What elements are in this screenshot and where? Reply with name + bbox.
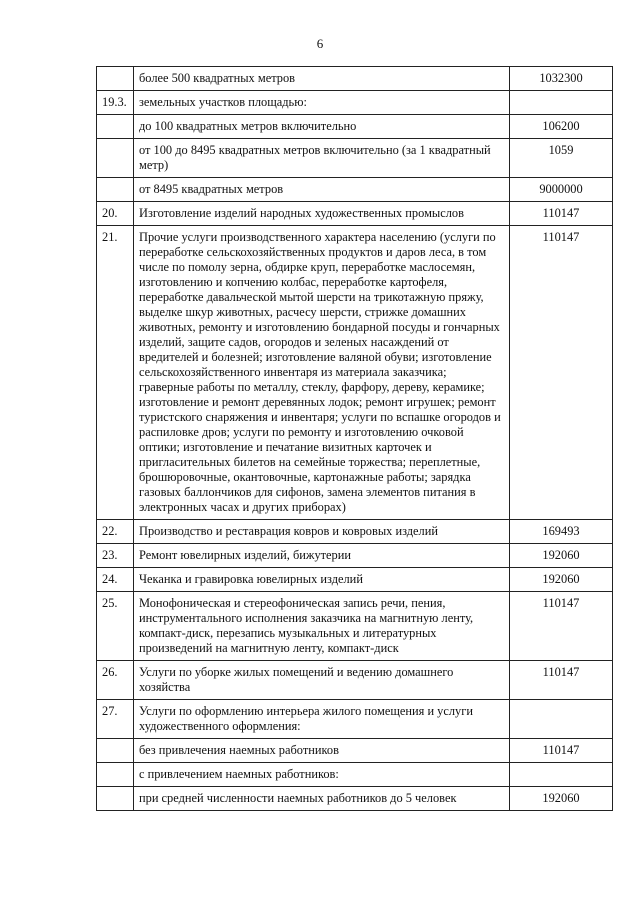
- row-number: 27.: [97, 700, 134, 739]
- row-value: 1032300: [510, 67, 613, 91]
- row-number: [97, 139, 134, 178]
- row-number: 25.: [97, 592, 134, 661]
- row-description: Ремонт ювелирных изделий, бижутерии: [134, 544, 510, 568]
- row-description: Изготовление изделий народных художественных промыслов: [134, 202, 510, 226]
- row-value: 110147: [510, 739, 613, 763]
- row-number: 22.: [97, 520, 134, 544]
- table-row: [97, 592, 613, 661]
- table-row: [97, 226, 613, 520]
- row-value: 110147: [510, 202, 613, 226]
- row-number: 20.: [97, 202, 134, 226]
- row-value: 9000000: [510, 178, 613, 202]
- table-row: [97, 661, 613, 700]
- row-value: [510, 763, 613, 787]
- row-description: без привлечения наемных работников: [134, 739, 510, 763]
- row-description: Монофоническая и стереофоническая запись речи, пения, инструментального исполнения заказчика на магнитную ленту, компакт-диск, перезапись музыкальных и литературных произведений на магнитную ленту, компакт-диск: [134, 592, 510, 661]
- row-value: 110147: [510, 661, 613, 700]
- row-value: 110147: [510, 592, 613, 661]
- row-description: более 500 квадратных метров: [134, 67, 510, 91]
- table-row: [97, 739, 613, 763]
- row-value: 110147: [510, 226, 613, 520]
- table-row: [97, 67, 613, 91]
- table-row: [97, 202, 613, 226]
- row-description: с привлечением наемных работников:: [134, 763, 510, 787]
- row-description: до 100 квадратных метров включительно: [134, 115, 510, 139]
- row-description: Услуги по оформлению интерьера жилого помещения и услуги художественного оформления:: [134, 700, 510, 739]
- table-row: [97, 115, 613, 139]
- row-number: [97, 739, 134, 763]
- row-description: Услуги по уборке жилых помещений и ведению домашнего хозяйства: [134, 661, 510, 700]
- table-row: [97, 700, 613, 739]
- row-number: 21.: [97, 226, 134, 520]
- row-number: [97, 67, 134, 91]
- row-number: [97, 178, 134, 202]
- row-number: 19.3.: [97, 91, 134, 115]
- row-value: 192060: [510, 568, 613, 592]
- row-number: 24.: [97, 568, 134, 592]
- table-row: [97, 139, 613, 178]
- row-description: земельных участков площадью:: [134, 91, 510, 115]
- table-row: [97, 763, 613, 787]
- row-number: [97, 763, 134, 787]
- row-value: [510, 91, 613, 115]
- row-value: 192060: [510, 787, 613, 811]
- table-row: [97, 178, 613, 202]
- row-description: Прочие услуги производственного характера населению (услуги по переработке сельскохозяйственных продуктов и даров леса, в том числе по помолу зерна, обдирке круп, переработке маслосемян, изготовлению и копчению колбас, переработке картофеля, переработке давальческой мытой шерсти на трикотажную пряжу, выделке шкур животных, расчесу шерсти, стрижке домашних животных, ремонту и изготовлению бондарной посуды и гончарных изделий, защите садов, огородов и зеленых насаждений от вредителей и болезней; изготовление валяной обуви; изготовление сельскохозяйственного инвентаря из материала заказчика; граверные работы по металлу, стеклу, фарфору, дереву, керамике; изготовление и ремонт деревянных лодок; ремонт игрушек; ремонт туристского снаряжения и инвентаря; услуги по вспашке огородов и распиловке дров; услуги по ремонту и изготовлению очковой оптики; изготовление и печатание визитных карточек и пригласительных билетов на семейные торжества; переплетные, брошюровочные, окантовочные, картонажные работы; зарядка газовых баллончиков для сифонов, замена элементов питания в электронных часах и других приборах): [134, 226, 510, 520]
- row-value: 106200: [510, 115, 613, 139]
- tariff-table: [96, 66, 613, 811]
- row-number: 23.: [97, 544, 134, 568]
- row-number: [97, 787, 134, 811]
- row-number: [97, 115, 134, 139]
- table-row: [97, 787, 613, 811]
- row-value: [510, 700, 613, 739]
- row-description: Производство и реставрация ковров и ковровых изделий: [134, 520, 510, 544]
- table-row: [97, 568, 613, 592]
- row-value: 1059: [510, 139, 613, 178]
- row-description: при средней численности наемных работников до 5 человек: [134, 787, 510, 811]
- table-row: [97, 91, 613, 115]
- row-description: Чеканка и гравировка ювелирных изделий: [134, 568, 510, 592]
- table-row: [97, 520, 613, 544]
- row-number: 26.: [97, 661, 134, 700]
- page-number: 6: [316, 36, 324, 51]
- table-row: [97, 544, 613, 568]
- row-value: 169493: [510, 520, 613, 544]
- row-description: от 8495 квадратных метров: [134, 178, 510, 202]
- row-description: от 100 до 8495 квадратных метров включительно (за 1 квадратный метр): [134, 139, 510, 178]
- row-value: 192060: [510, 544, 613, 568]
